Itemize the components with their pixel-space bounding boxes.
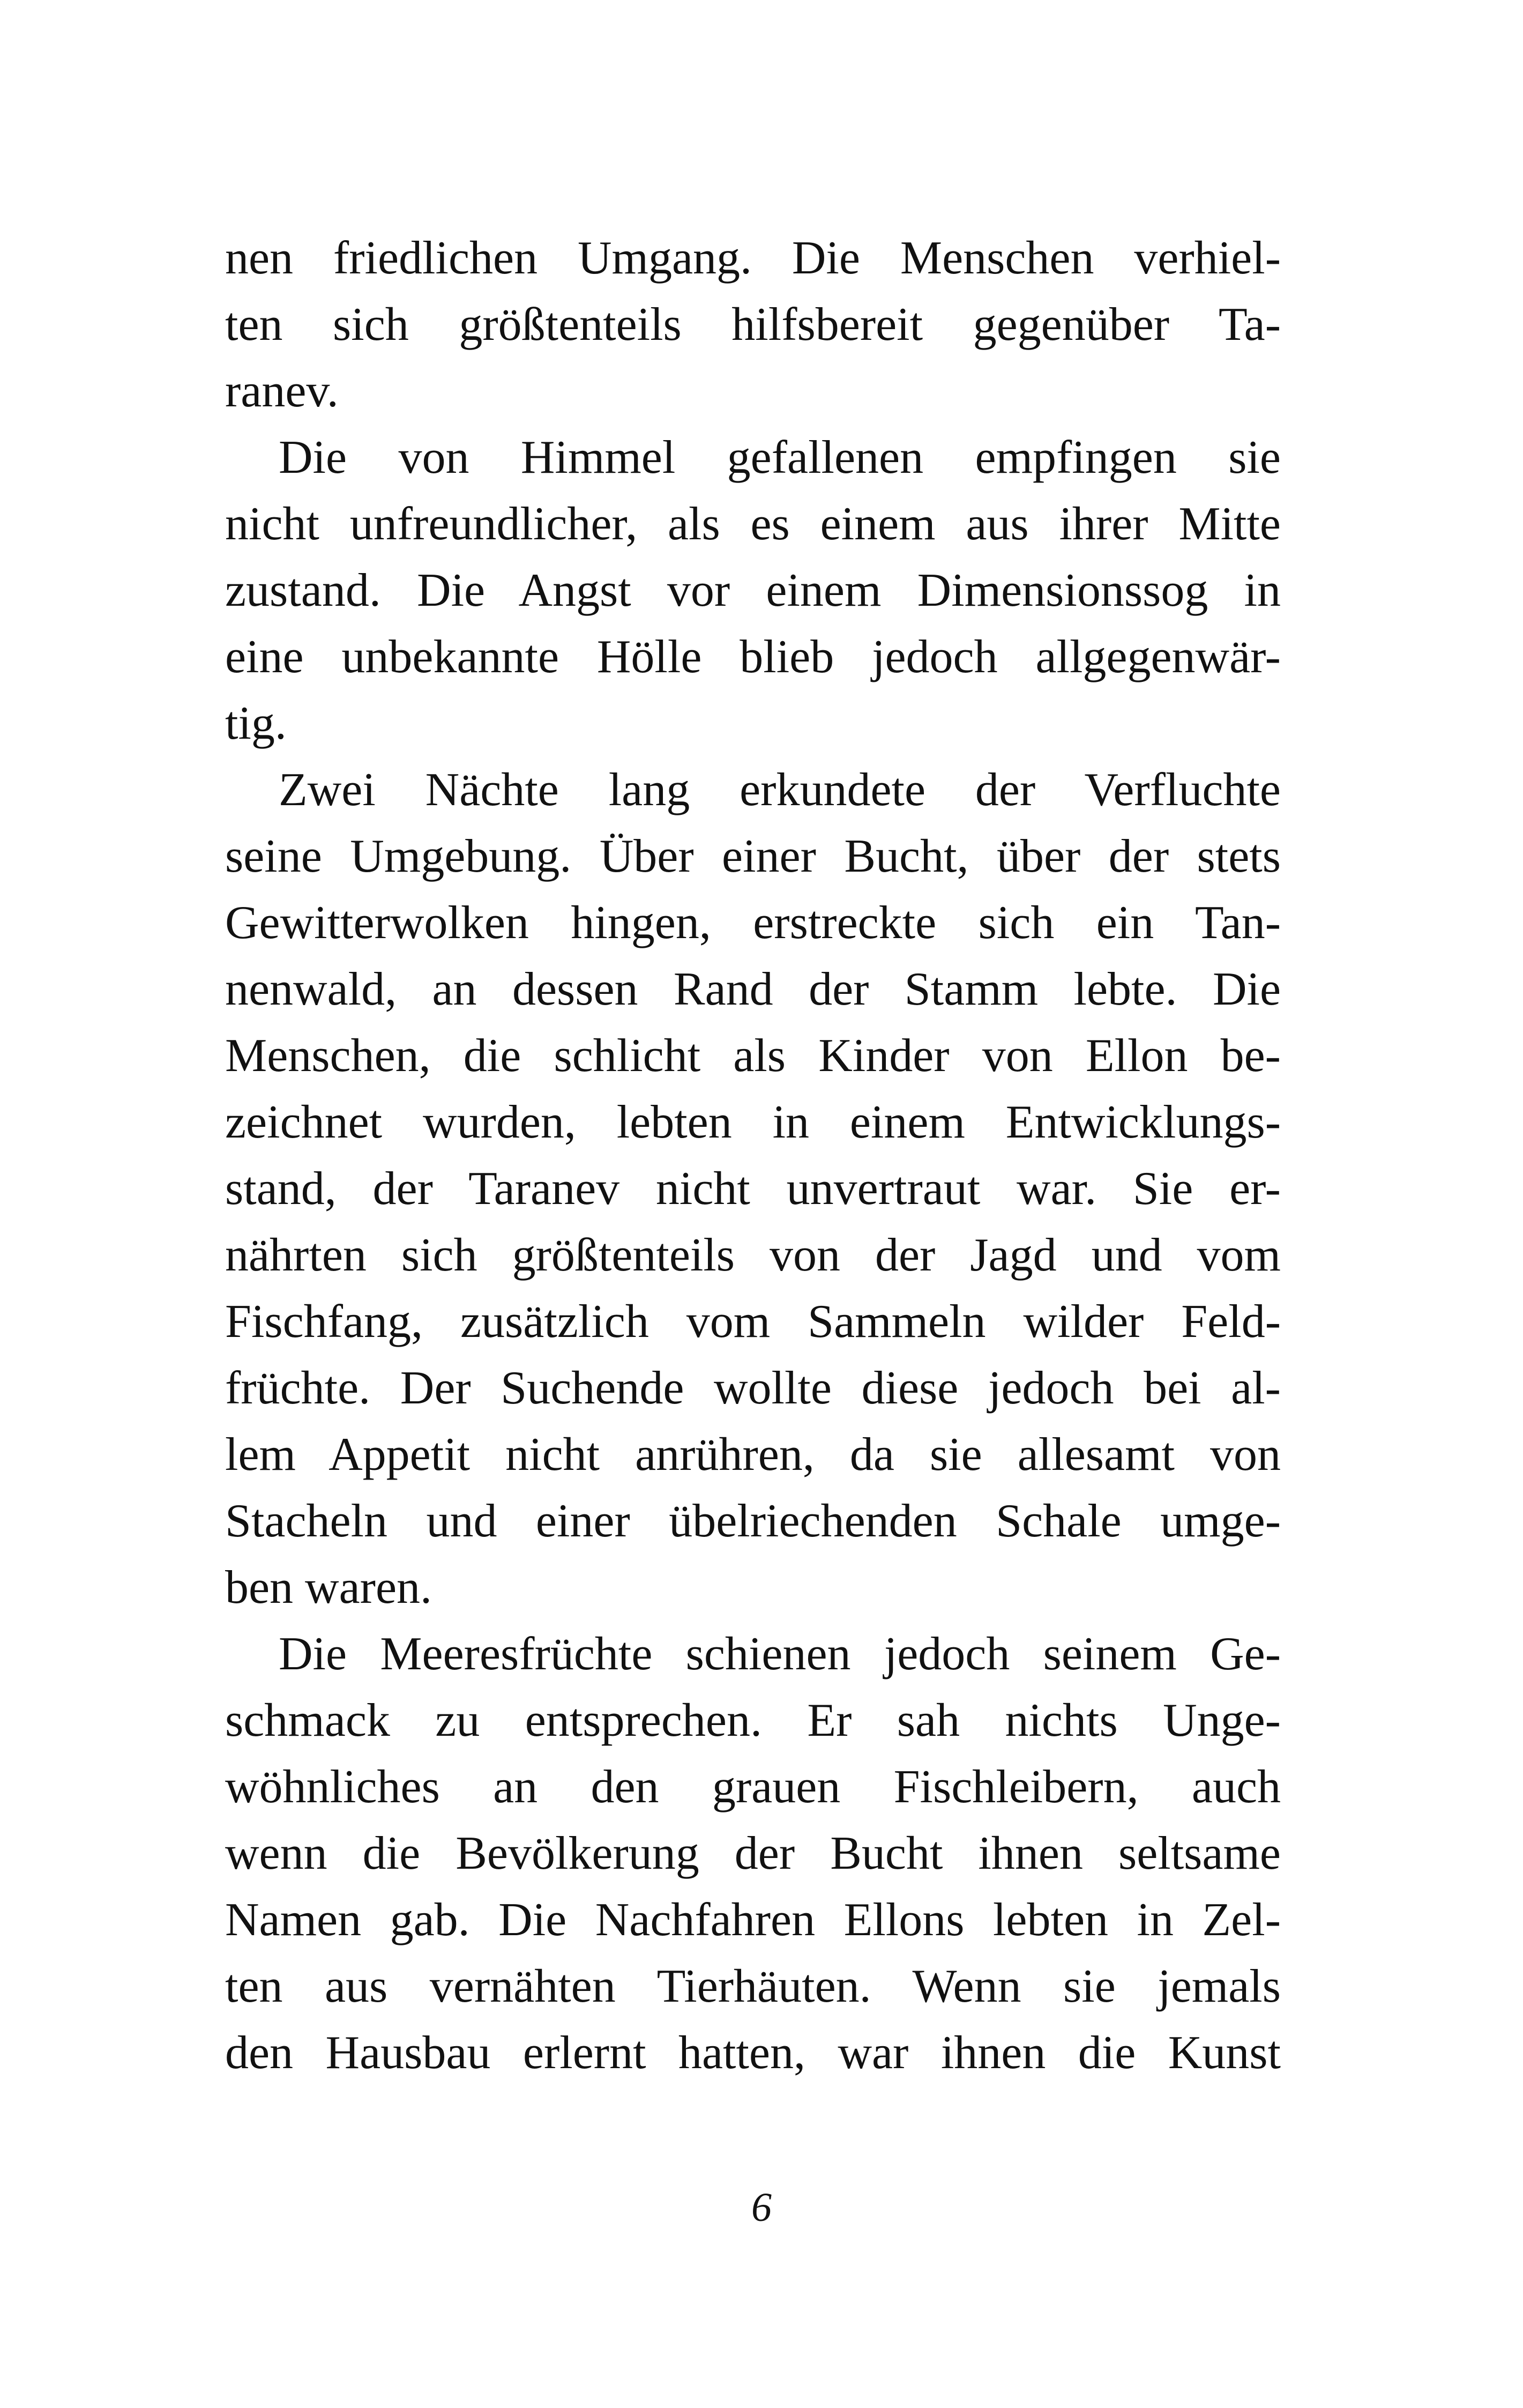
text-line: ranev.	[225, 365, 339, 417]
text-line: seine Umgebung. Über einer Bucht, über der stets	[225, 830, 1281, 882]
text-line: Zwei Nächte lang erkundete der Verfluchte	[279, 764, 1281, 816]
text-line: ten sich größtenteils hilfsbereit gegenüber Ta-	[225, 299, 1281, 351]
paragraph	[225, 425, 1281, 757]
text-line: zeichnet wurden, lebten in einem Entwicklungs-	[225, 1096, 1281, 1148]
text-line: Die Meeresfrüchte schienen jedoch seinem Ge-	[279, 1628, 1281, 1680]
text-line: Namen gab. Die Nachfahren Ellons lebten in Zel-	[225, 1894, 1281, 1946]
text-line: Die von Himmel gefallenen empfingen sie	[279, 432, 1281, 484]
text-line: zustand. Die Angst vor einem Dimensionssog in	[225, 564, 1281, 616]
text-line: den Hausbau erlernt hatten, war ihnen die Kunst	[225, 2027, 1281, 2079]
text-line: früchte. Der Suchende wollte diese jedoch bei al-	[225, 1362, 1281, 1414]
page-number: 6	[751, 2185, 772, 2230]
body-text	[225, 225, 1281, 2086]
text-line: Gewitterwolken hingen, erstreckte sich ein Tan-	[225, 897, 1281, 949]
text-line: eine unbekannte Hölle blieb jedoch allgegenwär-	[225, 631, 1281, 683]
text-line: nährten sich größtenteils von der Jagd und vom	[225, 1229, 1281, 1281]
paragraph	[225, 1621, 1281, 2086]
text-line: Fischfang, zusätzlich vom Sammeln wilder Feld-	[225, 1296, 1281, 1348]
paragraph	[225, 757, 1281, 1621]
text-line: Stacheln und einer übelriechenden Schale umge-	[225, 1495, 1281, 1547]
text-line: Menschen, die schlicht als Kinder von Ellon be-	[225, 1030, 1281, 1082]
text-line: stand, der Taranev nicht unvertraut war. Sie er-	[225, 1163, 1281, 1215]
text-line: ten aus vernähten Tierhäuten. Wenn sie jemals	[225, 1960, 1281, 2012]
text-line: schmack zu entsprechen. Er sah nichts Unge-	[225, 1694, 1281, 1746]
text-line: nicht unfreundlicher, als es einem aus ihrer Mitte	[225, 498, 1281, 550]
text-line: nen friedlichen Umgang. Die Menschen verhiel-	[225, 232, 1281, 284]
text-line: nenwald, an dessen Rand der Stamm lebte. Die	[225, 963, 1281, 1015]
text-line: ben waren.	[225, 1562, 432, 1614]
text-line: lem Appetit nicht anrühren, da sie allesamt von	[225, 1429, 1281, 1481]
text-line: wöhnliches an den grauen Fischleibern, auch	[225, 1761, 1281, 1813]
text-line: tig.	[225, 697, 287, 749]
text-line: wenn die Bevölkerung der Bucht ihnen seltsame	[225, 1827, 1281, 1879]
paragraph	[225, 225, 1281, 425]
